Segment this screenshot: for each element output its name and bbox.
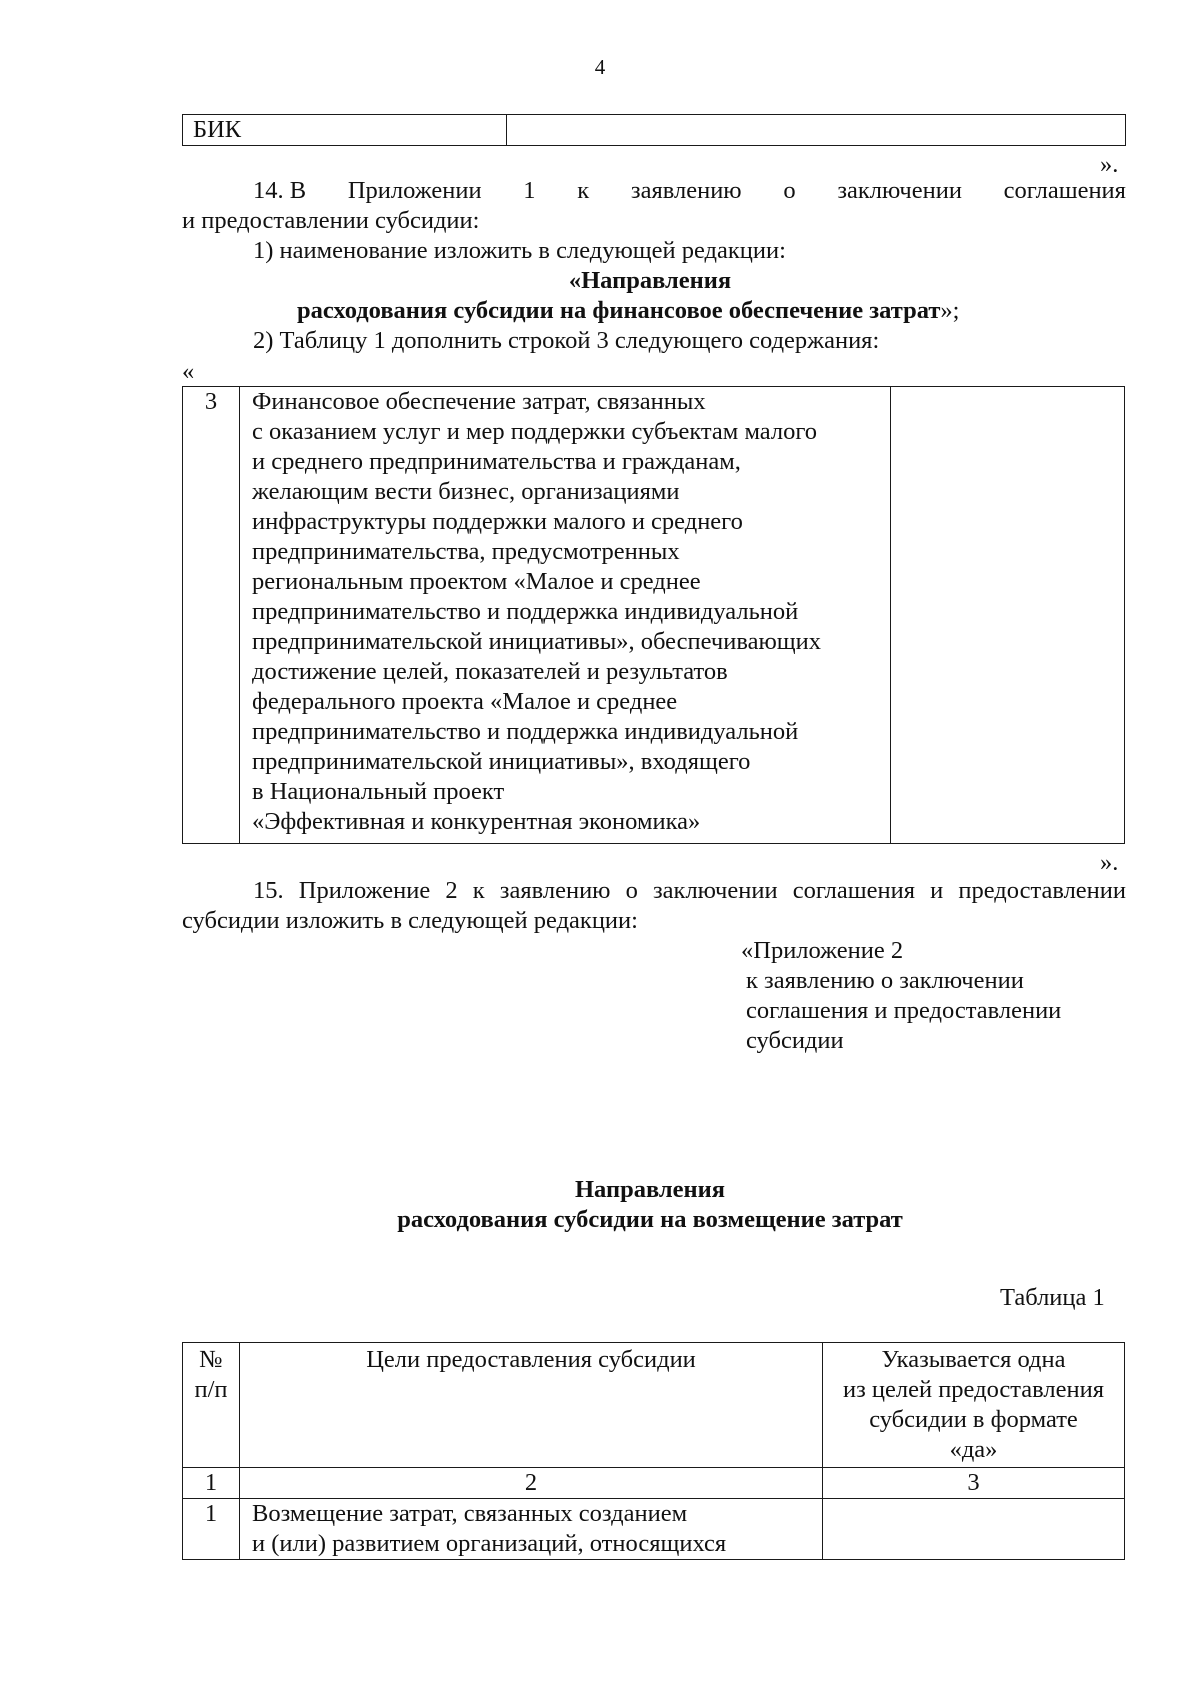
item14-title-line2 [297, 296, 959, 326]
row3-line: в Национальный проект [252, 778, 505, 805]
header-goals: Цели предоставления субсидии [240, 1343, 823, 1468]
header-indicated-line: Указывается одна [881, 1346, 1066, 1373]
closing-quote: ». [1100, 151, 1119, 178]
header-num-line: № [199, 1346, 223, 1373]
row3-line: предпринимательство и поддержка индивидуальной [252, 598, 799, 625]
column-number: 1 [183, 1468, 240, 1499]
row3-line: достижение целей, показателей и результатов [252, 658, 728, 685]
table-label: Таблица 1 [1000, 1284, 1105, 1311]
appendix-line: к заявлению о заключении [746, 967, 1024, 994]
table1 [182, 1342, 1125, 1560]
item14-sub2: 2) Таблицу 1 дополнить строкой 3 следующего содержания: [253, 327, 880, 354]
word: соглашения [1003, 177, 1126, 204]
row3-line: желающим вести бизнес, организациями [252, 478, 680, 505]
row3-num: 3 [183, 387, 240, 844]
appendix-block [741, 936, 1061, 1056]
appendix-line: соглашения и предоставлении [746, 997, 1062, 1024]
row-goal-line: Возмещение затрат, связанных созданием [252, 1500, 688, 1527]
row3-line: федерального проекта «Малое и среднее [252, 688, 678, 715]
row3-value [891, 387, 1125, 844]
bik-value [507, 115, 1126, 146]
closing-quote: ». [1100, 849, 1119, 876]
column-number: 3 [823, 1468, 1125, 1499]
row3-line: предпринимательство и поддержка индивидуальной [252, 718, 799, 745]
row3-line: «Эффективная и конкурентная экономика» [252, 808, 701, 835]
header-num-line: п/п [194, 1376, 228, 1403]
header-indicated-line: субсидии в формате [869, 1406, 1078, 1433]
bik-table [182, 114, 1126, 146]
row3-line: предпринимательской инициативы», входящего [252, 748, 751, 775]
header-indicated-line: из целей предоставления [842, 1376, 1105, 1403]
item14-title-line1: «Направления [568, 267, 732, 294]
section-title-line2: расходования субсидии на возмещение затрат [397, 1206, 903, 1233]
word: 1 [523, 177, 536, 204]
row3-line: предпринимательской инициативы», обеспечивающих [252, 628, 822, 655]
row3-line: с оказанием услуг и мер поддержки субъектам малого [252, 418, 818, 445]
appendix-line: «Приложение 2 [741, 937, 904, 964]
header-indicated-line: «да» [949, 1436, 998, 1463]
column-number: 2 [240, 1468, 823, 1499]
item15-line2: субсидии изложить в следующей редакции: [182, 907, 638, 934]
word: к [577, 177, 590, 204]
word: 14. В [253, 177, 307, 204]
word: Приложении [347, 177, 482, 204]
header-num [183, 1343, 240, 1468]
title-suffix: »; [940, 297, 960, 324]
row-value [823, 1499, 1125, 1560]
open-quote: « [182, 358, 195, 385]
word: заявлению [630, 177, 742, 204]
word: заключении [837, 177, 962, 204]
table-row [183, 1499, 1125, 1560]
appendix-line: субсидии [746, 1027, 844, 1054]
item14-line2: и предоставлении субсидии: [182, 207, 480, 234]
item14-line1 [253, 176, 1126, 206]
title-text: расходования субсидии на финансовое обеспечение затрат [297, 297, 941, 324]
row3-line: Финансовое обеспечение затрат, связанных [252, 388, 706, 415]
word: о [783, 177, 796, 204]
row-goal [240, 1499, 823, 1560]
row3-table [182, 386, 1125, 844]
bik-label: БИК [183, 115, 507, 146]
row-num: 1 [183, 1499, 240, 1560]
row3-line: и среднего предпринимательства и гражданам, [252, 448, 741, 475]
page-number: 4 [594, 55, 606, 79]
section-title-line1: Направления [575, 1176, 725, 1203]
row3-line: инфраструктуры поддержки малого и среднего [252, 508, 743, 535]
row3-line: предпринимательства, предусмотренных [252, 538, 680, 565]
item14-sub1: 1) наименование изложить в следующей редакции: [253, 237, 786, 264]
item15-line1: 15. Приложение 2 к заявлению о заключении соглашения и предоставлении [253, 877, 1126, 904]
row3-text [240, 387, 891, 844]
row3-line: региональным проектом «Малое и среднее [252, 568, 701, 595]
header-indicated [823, 1343, 1125, 1468]
row-goal-line: и (или) развитием организаций, относящихся [252, 1530, 727, 1557]
